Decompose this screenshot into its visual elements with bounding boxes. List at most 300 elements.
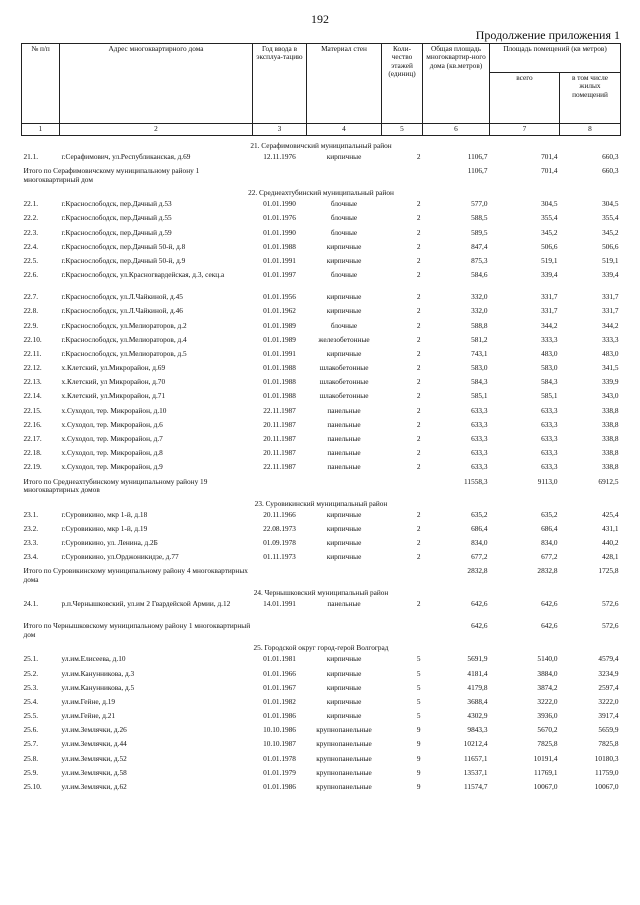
row-total-area: 633,3 [471,406,488,415]
row-number: 22.19. [23,463,42,472]
row-floors: 2 [416,449,421,458]
row-address: ул.им.Канунникова, д.3 [61,669,135,678]
row-total-area: 834,0 [471,538,488,547]
row-number: 23.2. [23,524,39,533]
row-number: 25.2. [23,669,39,678]
row-premises-living: 338,8 [602,435,619,443]
row-total-area: 584,3 [471,378,488,387]
row-premises-living: 331,7 [602,293,619,302]
table-row [22,421,621,435]
row-premises-living: 7825,8 [598,740,619,749]
row-premises-living: 11759,0 [595,768,619,777]
table-row [22,200,621,214]
row-floors: 9 [416,783,421,791]
row-year: 01.01.1990 [263,200,296,209]
row-wall-material: кирпичные [326,697,362,706]
column-number: 8 [560,124,621,136]
row-wall-material: крупнопанельные [316,783,372,791]
table-row [22,350,621,364]
row-year: 01.01.1986 [263,783,296,791]
table-row [22,392,621,406]
row-premises-living: 338,8 [602,420,619,429]
table-row [22,322,621,336]
row-premises-total: 633,3 [541,463,558,472]
row-premises-living: 5659,9 [598,726,619,735]
row-address: г.Краснослободск, пер.Дачный д.59 [61,228,172,237]
row-year: 22.08.1973 [263,524,296,533]
row-wall-material: железобетонные [318,335,370,344]
row-total-area: 13537,1 [463,768,488,777]
row-premises-total: 10191,4 [533,754,558,763]
row-number: 22.11. [23,349,42,358]
row-wall-material: кирпичные [326,712,362,721]
table-row [22,463,621,477]
row-floors: 2 [416,435,421,443]
row-total-area: 589,5 [471,228,488,237]
row-floors: 2 [416,321,421,330]
row-floors: 2 [416,406,421,415]
row-wall-material: кирпичные [326,256,362,265]
table-row [22,214,621,228]
header-total-area: Общая площадь многоквартир-ного дома (кв.метров) [423,44,490,124]
total-label: Итого по Серафимовичскому муниципальному району 1 многоквартирный дом [23,167,200,184]
header-num: № п/п [22,44,60,124]
row-total-area: 332,0 [471,307,488,316]
total-premises: 701,4 [541,167,558,176]
row-year: 01.01.1997 [263,271,296,280]
row-year: 01.01.1956 [263,293,296,302]
row-premises-total: 677,2 [541,553,558,562]
row-total-area: 581,2 [471,335,488,344]
row-floors: 5 [416,669,421,678]
row-address: ул.им.Землячки, д.26 [61,726,127,735]
row-premises-total: 355,4 [541,214,558,223]
row-address: г.Суровикино, мкр 1-й, д.19 [61,524,148,533]
row-year: 01.01.1988 [263,364,296,373]
section-title: 25. Городской округ город-герой Волгоград [253,644,389,653]
row-year: 01.09.1978 [263,538,296,547]
row-floors: 2 [416,349,421,358]
row-floors: 2 [416,553,421,562]
row-number: 25.10. [23,783,42,791]
row-premises-total: 584,3 [541,378,558,387]
row-year: 01.01.1979 [263,768,296,777]
row-premises-living: 343,0 [602,392,619,401]
row-premises-living: 425,4 [602,510,619,519]
row-total-area: 577,0 [471,200,488,209]
row-total-area: 588,5 [471,214,488,223]
row-wall-material: крупнопанельные [316,754,372,763]
row-wall-material: кирпичные [326,293,362,302]
row-premises-living: 338,8 [602,449,619,458]
row-address: ул.им.Канунникова, д.5 [61,683,135,692]
table-row [22,670,621,684]
row-premises-total: 834,0 [541,538,558,547]
row-floors: 2 [416,153,421,161]
table-row [22,525,621,539]
section-title: 21. Серафимовичский муниципальный район [250,142,392,150]
row-floors: 2 [416,228,421,237]
row-year: 20.11.1987 [263,449,296,458]
row-floors: 2 [416,256,421,265]
row-number: 22.12. [23,364,42,373]
row-year: 01.01.1966 [263,669,296,678]
row-wall-material: кирпичные [326,153,362,161]
row-address: х.Суходол, тер. Микрорайон, д.10 [61,406,167,415]
total-living: 572,6 [602,622,619,631]
row-address: ул.им.Землячки, д.44 [61,740,127,749]
row-number: 22.17. [23,435,42,443]
row-wall-material: панельные [327,406,361,415]
row-address: ул.им.Землячки, д.58 [61,768,127,777]
table-row [22,364,621,378]
section-header-row [22,142,621,153]
row-premises-total: 5670,2 [537,726,558,735]
row-premises-total: 11769,1 [534,768,558,777]
row-premises-living: 519,1 [602,256,619,265]
row-premises-living: 339,9 [602,378,619,387]
row-premises-total: 519,1 [541,256,558,265]
row-year: 01.01.1988 [263,378,296,387]
row-floors: 5 [416,655,421,664]
row-wall-material: крупнопанельные [316,740,372,749]
section-header-row [22,500,621,511]
table-row [22,755,621,769]
row-wall-material: панельные [327,435,361,443]
row-premises-total: 7825,8 [537,740,558,749]
row-premises-total: 483,0 [541,349,558,358]
row-total-area: 1106,7 [467,153,488,161]
section-title: 24. Чернышковский муниципальный район [253,589,389,598]
row-address: г.Краснослободск, ул.Мелиораторов, д.5 [61,349,187,358]
row-premises-total: 701,4 [541,153,558,161]
row-year: 01.01.1991 [263,349,296,358]
row-floors: 2 [416,524,421,533]
row-address: г.Краснослободск, ул.Л.Чайкиной, д.45 [61,293,183,302]
row-premises-total: 633,3 [541,406,558,415]
row-wall-material: шлакобетонные [319,378,369,387]
row-address: ул.им.Елисеева, д.10 [61,655,126,664]
row-premises-total: 3936,0 [537,712,558,721]
row-year: 01.01.1986 [263,712,296,721]
table-row [22,769,621,783]
row-premises-total: 3884,0 [537,669,558,678]
row-wall-material: шлакобетонные [319,364,369,373]
row-total-area: 642,6 [471,600,488,609]
row-total-area: 633,3 [471,435,488,443]
row-premises-living: 440,2 [602,538,619,547]
table-body [22,136,621,798]
row-premises-total: 583,0 [541,364,558,373]
total-area: 2832,8 [467,567,488,576]
table-row [22,449,621,463]
header-premises-total: всего [490,73,560,124]
row-wall-material: крупнопанельные [316,768,372,777]
column-number: 4 [307,124,382,136]
row-floors: 2 [416,293,421,302]
table-row [22,229,621,243]
table-row [22,257,621,271]
row-year: 01.01.1990 [263,228,296,237]
row-number: 25.5. [23,712,39,721]
row-year: 01.01.1962 [263,307,296,316]
row-year: 20.11.1987 [263,420,296,429]
row-year: 10.10.1987 [263,740,296,749]
row-premises-living: 338,8 [602,406,619,415]
row-address: г.Краснослободск, ул.Мелиораторов, д.4 [61,335,187,344]
row-number: 22.1. [23,200,39,209]
row-total-area: 583,0 [471,364,488,373]
table-row [22,435,621,449]
row-premises-total: 642,6 [541,600,558,609]
row-year: 01.11.1973 [263,553,296,562]
row-number: 25.8. [23,754,39,763]
row-premises-total: 5140,0 [537,655,558,664]
column-number: 1 [22,124,60,136]
row-wall-material: кирпичные [326,510,362,519]
row-total-area: 11574,7 [464,783,488,791]
row-address: г.Суровикино, мкр 1-й, д.18 [61,510,148,519]
row-wall-material: кирпичные [326,538,362,547]
row-wall-material: блочные [330,271,358,280]
row-wall-material: кирпичные [326,683,362,692]
column-number: 2 [60,124,253,136]
row-floors: 5 [416,697,421,706]
table-row [22,655,621,669]
row-address: г.Краснослободск, ул.Л.Чайкиной, д.46 [61,307,183,316]
total-area: 1106,7 [467,167,488,176]
row-year: 01.01.1989 [263,321,296,330]
total-label: Итого по Среднеахтубинскому муниципальному району 19 многоквартирных домов [23,477,208,494]
row-premises-living: 339,4 [602,271,619,280]
row-number: 21.1. [23,153,39,161]
section-header-row [22,589,621,600]
table-row [22,407,621,421]
row-premises-total: 633,3 [541,449,558,458]
row-premises-living: 3917,4 [598,712,619,721]
row-wall-material: панельные [327,600,361,609]
row-floors: 2 [416,510,421,519]
row-wall-material: крупнопанельные [316,726,372,735]
row-number: 22.8. [23,307,39,316]
row-address: р.п.Чернышковский, ул.им 2 Гвардейской Армии, д.12 [61,600,231,609]
row-year: 01.01.1981 [263,655,296,664]
total-premises: 2832,8 [537,567,558,576]
row-number: 22.5. [23,256,39,265]
housing-register-table [21,43,621,797]
row-address: г.Краснослободск, пер.Дачный д.53 [61,200,172,209]
row-floors: 2 [416,463,421,472]
row-wall-material: блочные [330,214,358,223]
row-total-area: 588,8 [471,321,488,330]
row-premises-total: 333,3 [541,335,558,344]
column-number: 5 [382,124,423,136]
section-total-row [22,622,621,644]
row-premises-total: 633,3 [541,420,558,429]
table-row [22,684,621,698]
row-total-area: 4179,8 [467,683,488,692]
section-total-row [22,167,621,189]
table-row [22,511,621,525]
row-address: г.Краснослободск, пер.Дачный 50-й, д.8 [61,242,186,251]
row-address: г.Краснослободск, пер.Дачный д.55 [61,214,172,223]
row-premises-total: 10067,0 [533,783,558,791]
header-year: Год ввода в эксплуа-тацию [253,44,307,124]
row-wall-material: кирпичные [326,553,362,562]
row-address: ул.им.Гейне, д.19 [61,697,116,706]
row-wall-material: блочные [330,228,358,237]
row-floors: 2 [416,242,421,251]
row-number: 25.7. [23,740,39,749]
row-premises-living: 428,1 [602,553,619,562]
row-premises-total: 331,7 [541,307,558,316]
row-premises-total: 304,5 [541,200,558,209]
row-total-area: 677,2 [471,553,488,562]
row-year: 12.11.1976 [263,153,296,161]
row-premises-living: 506,6 [602,242,619,251]
row-premises-living: 10067,0 [594,783,619,791]
row-premises-total: 3874,2 [537,683,558,692]
row-number: 23.3. [23,538,39,547]
row-floors: 2 [416,600,421,609]
table-row [22,336,621,350]
row-year: 22.11.1987 [263,406,296,415]
row-address: г.Краснослободск, пер.Дачный 50-й, д.9 [61,256,186,265]
row-address: ул.им.Землячки, д.52 [61,754,127,763]
row-year: 22.11.1987 [263,463,296,472]
row-wall-material: кирпичные [326,307,362,316]
row-address: г.Суровикино, ул.Орджоникидзе, д.77 [61,553,179,562]
row-premises-total: 345,2 [541,228,558,237]
total-living: 660,3 [602,167,619,176]
row-floors: 2 [416,307,421,316]
row-total-area: 686,4 [471,524,488,533]
row-number: 23.1. [23,510,39,519]
table-row [22,539,621,553]
row-premises-total: 686,4 [541,524,558,533]
column-number: 6 [423,124,490,136]
table-row [22,243,621,257]
total-living: 1725,8 [598,567,619,576]
row-address: х.Клетский, ул.Микрорайон, д.71 [61,392,166,401]
total-premises: 9113,0 [537,477,558,486]
table-header [22,44,621,136]
table-row [22,553,621,567]
row-premises-living: 3222,0 [598,697,619,706]
row-year: 20.11.1966 [263,510,296,519]
row-floors: 2 [416,335,421,344]
row-address: х.Суходол, тер. Микрорайон, д.6 [61,420,163,429]
table-row [22,712,621,726]
row-floors: 2 [416,271,421,280]
row-premises-total: 3222,0 [537,697,558,706]
row-address: г.Суровикино, ул. Ленина, д.2Б [61,538,158,547]
row-number: 22.7. [23,293,39,302]
table-row [22,740,621,754]
section-title: 22. Среднеахтубинский муниципальный район [248,189,394,198]
row-total-area: 9843,3 [467,726,488,735]
table-row [22,600,621,622]
row-total-area: 3688,4 [467,697,488,706]
row-wall-material: кирпичные [326,242,362,251]
row-year: 01.01.1967 [263,683,296,692]
row-premises-living: 2597,4 [598,683,619,692]
row-number: 22.9. [23,321,39,330]
row-number: 22.4. [23,242,39,251]
row-number: 22.6. [23,271,39,280]
row-year: 01.01.1982 [263,697,296,706]
row-number: 22.18. [23,449,42,458]
row-premises-living: 3234,9 [598,669,619,678]
total-label: Итого по Суровикинскому муниципальному району 4 многоквартирных дома [23,567,248,584]
row-floors: 2 [416,420,421,429]
row-premises-living: 344,2 [602,321,619,330]
row-premises-living: 338,8 [602,463,619,472]
row-address: х.Суходол, тер. Микрорайон, д.7 [61,435,163,443]
row-premises-total: 585,1 [541,392,558,401]
table-row [22,271,621,293]
total-premises: 642,6 [541,622,558,631]
row-premises-total: 635,2 [541,510,558,519]
row-premises-living: 345,2 [602,228,619,237]
row-floors: 9 [416,740,421,749]
header-material: Материал стен [307,44,382,124]
row-premises-living: 572,6 [602,600,619,609]
row-premises-living: 4579,4 [598,655,619,664]
row-number: 22.14. [23,392,42,401]
row-address: х.Суходол, тер. Микрорайон, д.9 [61,463,163,472]
row-number: 25.3. [23,683,39,692]
table-row [22,307,621,321]
row-total-area: 585,1 [471,392,488,401]
row-premises-living: 341,5 [602,364,619,373]
row-address: х.Суходол, тер. Микрорайон, д.8 [61,449,163,458]
row-premises-living: 331,7 [602,307,619,316]
row-wall-material: панельные [327,420,361,429]
row-premises-living: 431,1 [602,524,619,533]
row-number: 22.13. [23,378,42,387]
row-address: г.Серафимович, ул.Республиканская, д.69 [61,153,191,161]
row-number: 25.6. [23,726,39,735]
header-premises-living: в том числе жилых помещений [560,73,621,124]
row-year: 01.01.1978 [263,754,296,763]
row-total-area: 633,3 [471,449,488,458]
total-area: 642,6 [471,622,488,631]
row-wall-material: блочные [330,321,358,330]
section-header-row [22,644,621,655]
table-row [22,726,621,740]
row-total-area: 847,4 [471,242,488,251]
row-total-area: 5691,9 [467,655,488,664]
row-number: 25.4. [23,697,39,706]
appendix-continuation-label: Продолжение приложения 1 [475,28,620,42]
row-floors: 9 [416,754,421,763]
row-address: г.Краснослободск, ул.Красногвардейская, д.3, секц.а [61,271,225,280]
row-number: 22.2. [23,214,39,223]
section-total-row [22,567,621,589]
row-number: 23.4. [23,553,39,562]
table-row [22,378,621,392]
row-number: 22.15. [23,406,42,415]
row-address: ул.им.Гейне, д.21 [61,712,116,721]
row-year: 01.01.1991 [263,256,296,265]
total-living: 6912,5 [598,477,619,486]
row-total-area: 4181,4 [467,669,488,678]
row-wall-material: кирпичные [326,669,362,678]
row-premises-living: 10180,3 [594,754,619,763]
table-row [22,783,621,797]
row-total-area: 743,1 [471,349,488,358]
